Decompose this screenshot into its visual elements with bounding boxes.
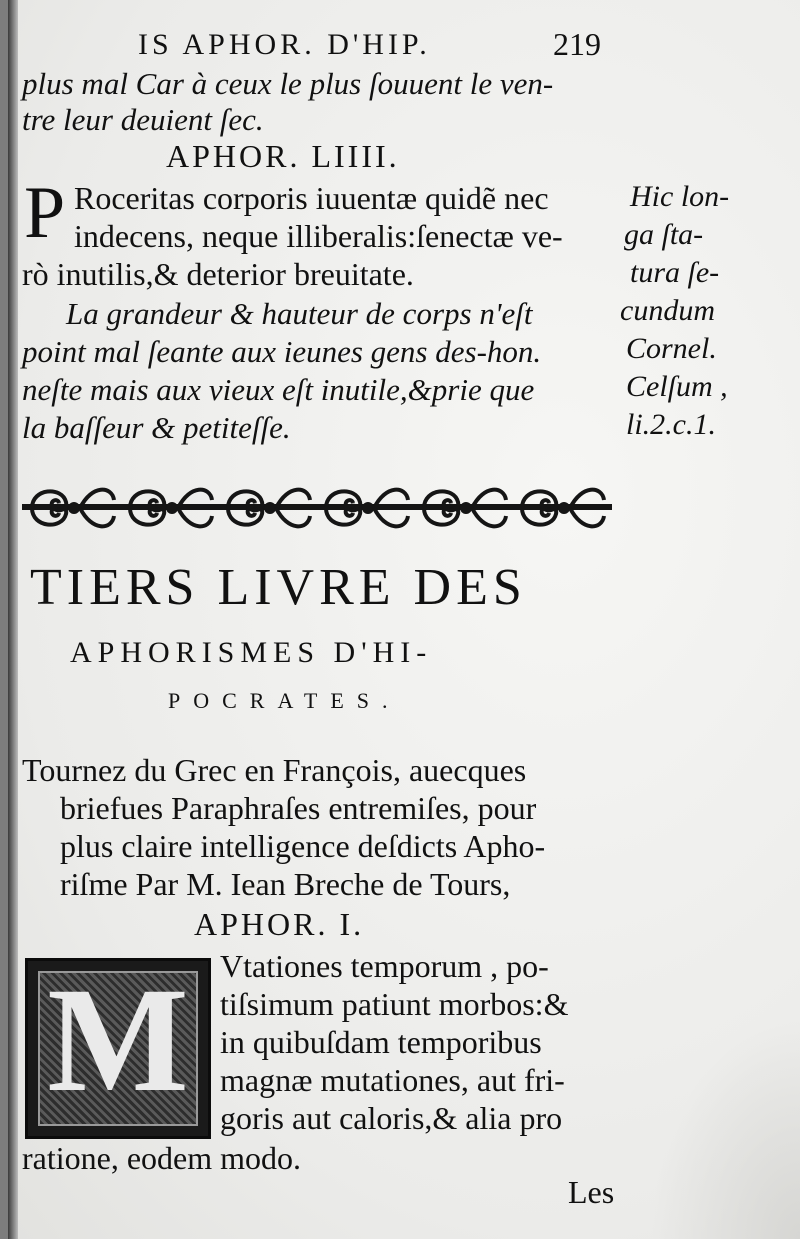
book-title-line: APHORISMES D'HI- bbox=[70, 636, 433, 669]
margin-note-line: li.2.c.1. bbox=[626, 408, 716, 441]
page-gutter bbox=[8, 0, 18, 1239]
latin-line: ratione, eodem modo. bbox=[22, 1140, 302, 1176]
latin-line: goris aut caloris,& alia pro bbox=[220, 1100, 563, 1136]
latin-line: in quibuſdam temporibus bbox=[220, 1024, 542, 1060]
latin-line: indecens, neque illiberalis:ſenectæ ve- bbox=[74, 218, 563, 254]
latin-line: magnæ mutationes, aut fri- bbox=[220, 1062, 565, 1098]
aphorism-heading: APHOR. LIIII. bbox=[166, 138, 400, 174]
french-line: la baſſeur & petiteſſe. bbox=[22, 410, 291, 445]
french-line: point mal ſeante aux ieunes gens des-hon. bbox=[22, 334, 542, 369]
aphorism-heading: APHOR. I. bbox=[194, 906, 365, 942]
latin-line: tiſsimum patiunt morbos:& bbox=[220, 986, 569, 1022]
subtitle-line: Tournez du Grec en François, auecques bbox=[22, 752, 527, 788]
woodcut-letter: M bbox=[47, 957, 189, 1123]
french-line: La grandeur & hauteur de corps n'eſt bbox=[66, 296, 533, 331]
subtitle-line: briefues Paraphraſes entremiſes, pour bbox=[60, 790, 537, 826]
woodcut-initial bbox=[25, 958, 211, 1139]
subtitle-line: plus claire intelligence deſdicts Apho- bbox=[60, 828, 546, 864]
margin-note-line: Celſum , bbox=[626, 370, 728, 403]
drop-cap: P bbox=[24, 172, 66, 254]
book-title-line: TIERS LIVRE DES bbox=[30, 559, 527, 616]
french-line: neſte mais aux vieux eſt inutile,&prie que bbox=[22, 372, 535, 407]
catchword: Les bbox=[568, 1174, 615, 1210]
ornamental-band bbox=[22, 478, 612, 538]
margin-note-line: Hic lon- bbox=[630, 180, 730, 213]
latin-line: rò inutilis,& deterior breuitate. bbox=[22, 256, 414, 292]
margin-note-line: Cornel. bbox=[626, 332, 717, 365]
latin-line: Roceritas corporis iuuentæ quidẽ nec bbox=[74, 180, 549, 216]
book-page bbox=[8, 0, 800, 1239]
subtitle-line: riſme Par M. Iean Breche de Tours, bbox=[60, 866, 511, 902]
latin-line: Vtationes temporum , po- bbox=[220, 948, 549, 984]
book-title-line: POCRATES. bbox=[168, 688, 401, 713]
text-line: tre leur deuient ſec. bbox=[22, 102, 264, 137]
margin-note-line: cundum bbox=[620, 294, 715, 327]
margin-note-line: tura ſe- bbox=[630, 256, 720, 289]
margin-note-line: ga ſta- bbox=[624, 218, 704, 251]
paper-stain bbox=[650, 1019, 800, 1239]
page-number: 219 bbox=[553, 26, 601, 62]
running-head: IS APHOR. D'HIP. bbox=[138, 28, 431, 61]
text-line: plus mal Car à ceux le plus ſouuent le ven- bbox=[22, 66, 554, 101]
